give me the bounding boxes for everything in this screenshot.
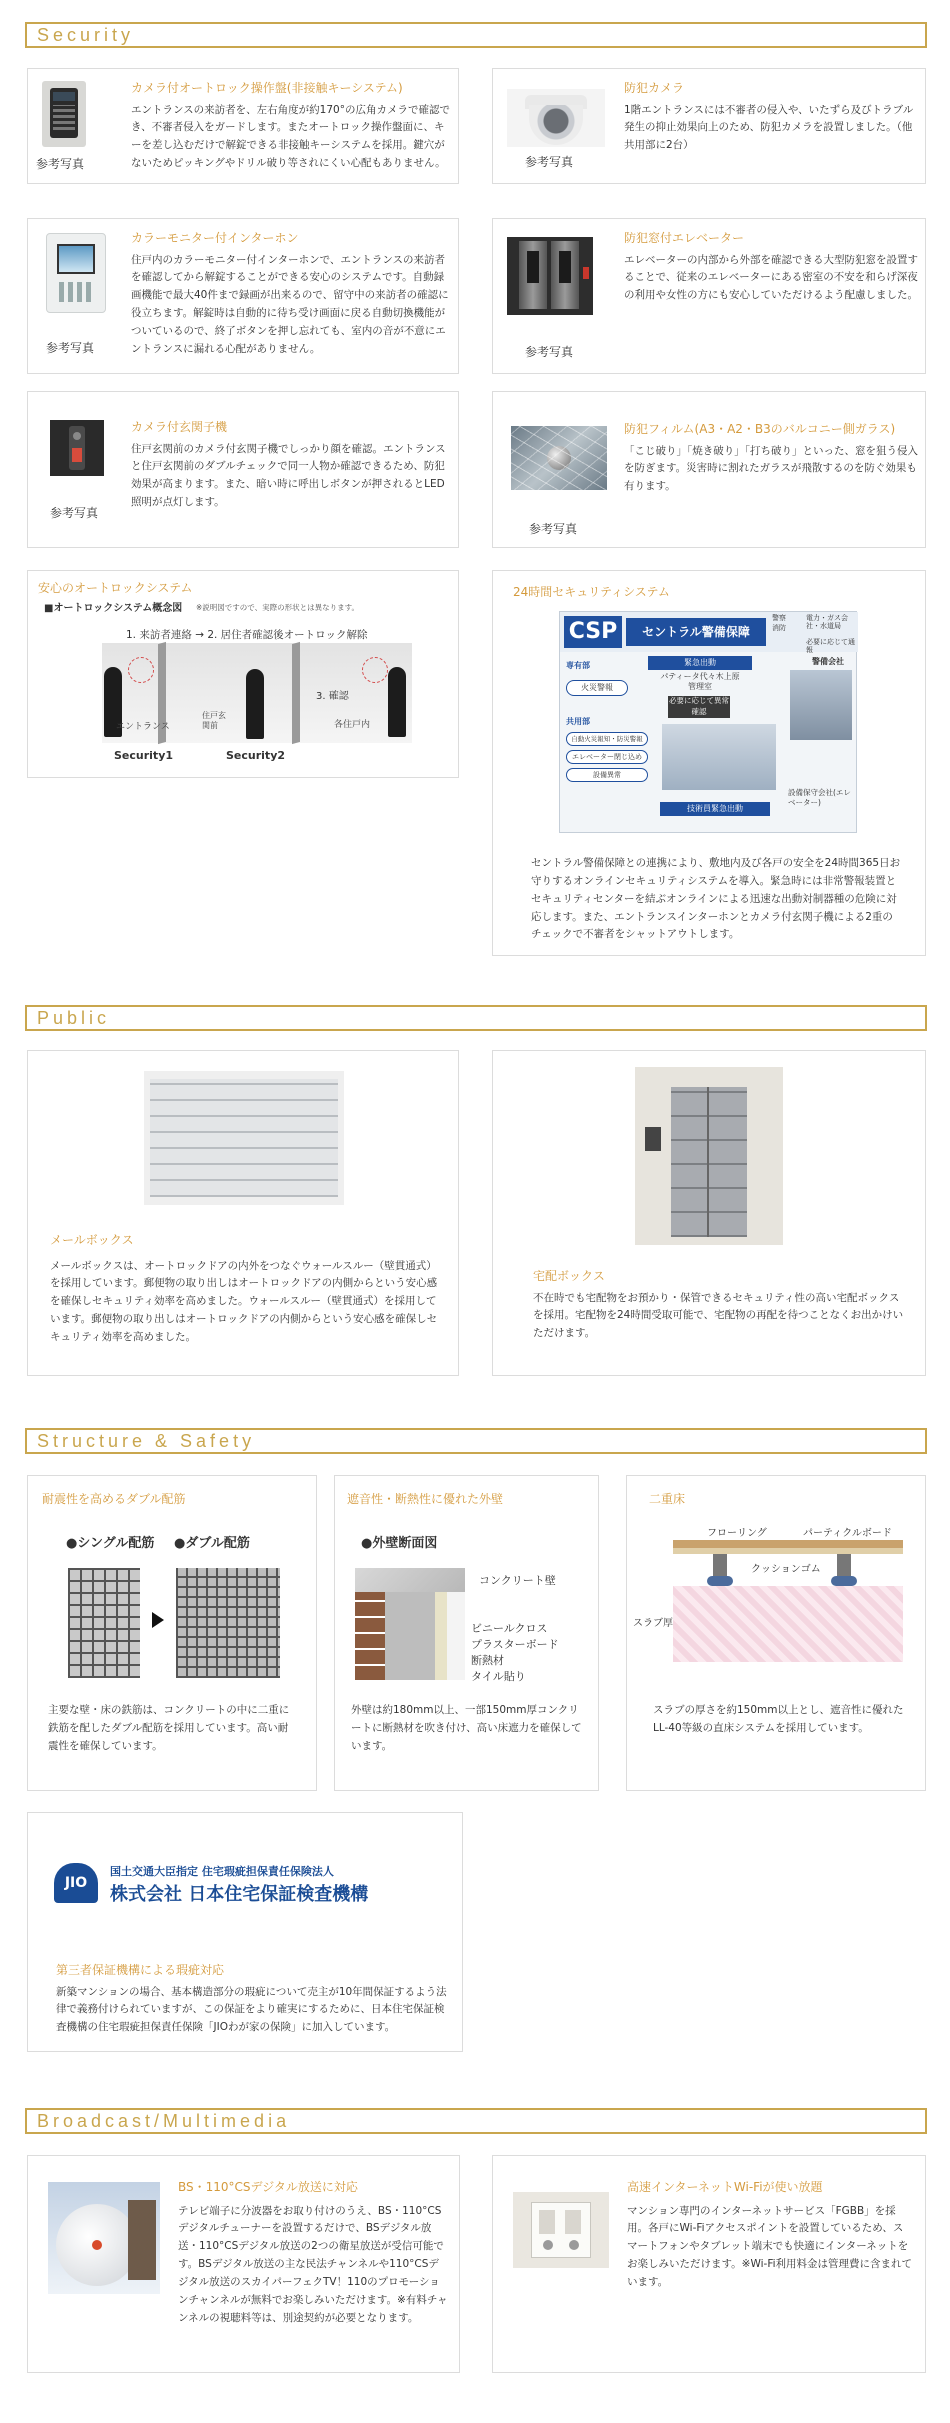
autolock-body: エントランスの来訪者を、左右角度が約170°の広角カメラで確認でき、不審者侵入をガードします。またオートロック操作盤面に、キーを差し込むだけで解錠できる非接触キーシステムを採用。鍵穴がないためピッキングやドリル破り等されにくい心配もありません。 [131,103,450,170]
autolock-system-title: 安心のオートロックシステム [38,581,193,595]
card-csp [492,570,926,956]
double-floor-body: スラブの厚さを約150mm以上とし、遮音性に優れたLL-40等級の直床システムを採用しています。 [653,1704,904,1734]
csp-company: セントラル警備保障 [626,618,766,646]
bs-body: テレビ端子に分波器をお取り付けのうえ、BS・110°CSデジタルチューナーを設置するだけで、BSデジタル放送・110°CSデジタル放送の2つの衛星放送が受信可能です。BSデジタル放送の主な民法チャンネルや110°CSデジタル放送のスカイパーフェクTV！110のプロモーションチャンネルが無料でお楽しみいただけます。※有料チャンネルの視聴料等は、別途契約が必要となります。 [178,2204,448,2324]
label-flooring: フローリング [707,1528,767,1539]
mailbox-title: メールボックス [50,1233,134,1247]
label-entrance: エントランス [116,722,170,732]
csp-fire: 火災警報 [566,680,628,696]
doorbell-photo [50,420,104,476]
double-rebar-body: 主要な壁・床の鉄筋は、コンクリートの中に二重に鉄筋を配したダブル配筋を採用しています。高い耐震性を確保しています。 [48,1704,290,1752]
card-wifi [492,2155,926,2373]
intercom-title: カラーモニター付インターホン [131,231,299,245]
label-room: 各住戸内 [334,720,371,730]
single-rebar-diagram [68,1568,140,1678]
resident-indoor-figure-icon [388,667,406,737]
outer-wall-body: 外壁は約180mm以上、一部150mm厚コンクリートに断熱材を吹き付け、高い床遮力を確保しています。 [351,1704,582,1752]
card-camera [492,68,926,184]
csp-diagram [559,611,857,833]
satellite-dish-photo [48,2182,160,2294]
bs-title: BS・110°CSデジタル放送に対応 [178,2180,358,2194]
card-mailbox [27,1050,459,1376]
photo-caption: 参考写真 [529,522,578,536]
jio-body: 新築マンションの場合、基本構造部分の瑕疵について売主が10年間保証するよう法律で義務付けられていますが、この保証をより確実にするために、日本住宅保証検査機構の住宅瑕疵担保責任保険「JIOわが家の保険」に加入しています。 [56,1985,447,2034]
card-elevator [492,218,926,374]
door-panel-2 [292,642,300,744]
photo-caption: 参考写真 [36,157,85,171]
label-slab: スラブ厚 [633,1618,673,1629]
csp-logo: CSP [564,616,622,648]
intercom-photo [46,233,106,313]
card-bs [27,2155,460,2373]
label-particle: パーティクルボード [803,1528,892,1539]
label-security1: Security1 [114,749,174,762]
resident-figure-icon [246,669,264,739]
outer-wall-diagram [355,1568,465,1680]
card-double-rebar [27,1475,317,1791]
label-security2: Security2 [226,749,286,762]
autolock-title: カメラ付オートロック操作盤(非接触キーシステム) [131,81,403,95]
particle-layer [673,1548,903,1554]
csp-title: 24時間セキュリティシステム [513,585,670,599]
monitor-zoom-icon [362,657,388,683]
double-rebar-diagram [176,1568,280,1678]
csp-private: 専有部 [566,661,590,670]
label-cushion: クッションゴム [751,1564,821,1575]
elevator-photo [507,237,593,315]
elevator-body: エレベーターの内部から外部を確認できる大型防犯窓を設置することで、従来のエレベーターにある密室の不安を和らげ深夜の利用や女性の方にも安心していただけるよう配慮しました。 [624,253,918,302]
elevator-title: 防犯窓付エレベーター [624,231,745,245]
csp-body: セントラル警備保障との連携により、敷地内及び各戸の安全を24時間365日お守りするオンラインセキュリティシステムを導入。緊急時には非常警報装置とセキュリティセンターを結ぶオンラインによる迅速な出動対制器種の危険に対応します。また、エントランスインターホンとカメラ付玄関子機による2重のチェックで不審者をシャットアウトします。 [531,857,901,941]
csp-emergency: 緊急出動 [648,656,752,670]
photo-caption: 参考写真 [525,345,574,359]
delivery-body: 不在時でも宅配物をお預かり・保管できるセキュリティ性の高い宅配ボックスを採用。宅配物を24時間受取可能で、宅配物の再配を待つことなくお出かけいただけます。 [533,1291,904,1340]
jio-line1: 国土交通大臣指定 住宅瑕疵担保責任保険法人 [110,1865,334,1878]
outer-wall-diagram-label: ●外壁断面図 [361,1536,438,1551]
mailbox-body: メールボックスは、オートロックドアの内外をつなぐウォールスルー（壁貫通式）を採用しています。郵便物の取り出しはオートロックドアの内側からという安心感を確保しセキュリティ効率を高めました。ウォールスルー（壁貫通式）を採用しています。郵便物の取り出しはオートロックドアの内側からという安心感を確保しセキュリティ効率を高めました。 [50,1259,438,1343]
film-photo [511,426,607,490]
film-title: 防犯フィルム(A3・A2・B3のバルコニー側ガラス) [624,422,896,436]
double-rebar-label: ●ダブル配筋 [174,1536,250,1551]
autolock-steps: 1. 来訪者連絡 → 2. 居住者確認後オートロック解除 [126,629,368,641]
label-concrete: コンクリート壁 [479,1574,556,1587]
card-outer-wall [334,1475,599,1791]
card-film [492,391,926,548]
csp-center-photo [790,670,852,740]
section-title-structure: Structure & Safety [25,1428,927,1454]
slab-layer [673,1586,903,1662]
film-body: 「こじ破り」「焼き破り」「打ち破り」といった、窓を狙う侵入を防ぎます。災害時に割れたガラスが飛散するのを防ぐ効果も有ります。 [624,444,918,493]
camera-body: 1階エントランスには不審者の侵入や、いたずら及びトラブル発生の抑止効果向上のため、防犯カメラを設置しました。（他共用部に2台） [624,103,914,152]
photo-caption: 参考写真 [525,155,574,169]
arrow-right-icon [152,1612,164,1628]
label-plaster: プラスターボード [471,1638,559,1651]
mailbox-photo [144,1071,344,1205]
csp-building-photo [662,724,776,790]
autolock-concept-label: ■オートロックシステム概念図 [44,603,183,614]
csp-tech: 技術員緊急出動 [660,802,770,816]
csp-firedept: 消防 [772,624,786,632]
csp-security-co: 警備会社 [812,657,844,666]
jio-line2: 株式会社 日本住宅保証検査機構 [110,1884,369,1905]
csp-alert: 必要に応じて異常確認 [668,696,730,718]
doorbell-title: カメラ付玄関子機 [131,420,228,434]
card-autolock [27,68,459,184]
autolock-note: ※説明図ですので、実際の形状とは異なります。 [196,603,360,612]
delivery-box-photo [635,1067,783,1245]
single-rebar-label: ●シングル配筋 [66,1536,155,1551]
section-title-broadcast: Broadcast/Multimedia [25,2108,927,2134]
card-jio [27,1812,463,2052]
wifi-outlet-photo [513,2192,609,2268]
csp-shared: 共用部 [566,717,590,726]
cushion-1 [707,1576,733,1586]
csp-notify: 必要に応じて通報 [806,638,855,655]
doorbell-body: 住戸玄関前のカメラ付玄関子機でしっかり顔を確認。エントランスと住戸玄関前のダブルチェックで同一人物か確認できるため、防犯効果が高まります。また、暗い時に呼出しボタンが押されるとLED照明が点灯します。 [131,442,446,509]
section-title-security: Security [25,22,927,48]
intercom-body: 住戸内のカラーモニター付インターホンで、エントランスの来訪者を確認してから解錠することができる安心のシステムです。自動録画機能で最大40件まで録画が出来るので、留守中の来訪者の確認に役立ちます。解錠時は自動的に待ち受け画面に戻る自動切換機能がついているので、終了ボタンを押し忘れても、室内の音が不意にエントランスに漏れる心配がありません。 [131,253,449,355]
csp-elevator-trouble: エレベーター閉じ込め [566,750,648,764]
csp-maintenance: 設備保守会社(エレベーター) [788,788,851,807]
jio-title: 第三者保証機構による瑕疵対応 [56,1963,225,1977]
autolock-panel-photo [42,81,86,147]
card-delivery [492,1050,926,1376]
double-rebar-title: 耐震性を高めるダブル配筋 [42,1492,186,1506]
photo-caption: 参考写真 [46,341,95,355]
outer-wall-title: 遮音性・断熱性に優れた外壁 [347,1492,504,1506]
card-doorbell [27,391,459,548]
cushion-2 [831,1576,857,1586]
card-autolock-system [27,570,459,778]
label-vinyl: ビニールクロス [471,1622,548,1635]
autolock-step3: 3. 確認 [316,691,349,702]
wifi-body: マンション専門のインターネットサービス「FGBB」を採用。各戸にWi-Fiアクセスポイントを設置しているため、スマートフォンやタブレット端末でも快適にインターネットをお楽しみいただけます。※Wi-Fi利用料金は管理費に含まれています。 [627,2204,913,2288]
double-floor-title: 二重床 [649,1492,686,1506]
security-camera-photo [507,89,605,147]
label-door: 住戸玄関前 [202,711,226,731]
card-intercom [27,218,459,374]
csp-equipment: 設備異常 [566,768,648,782]
csp-police: 警察 [772,614,786,622]
csp-automation: 自動火災報知・防災警報 [566,732,648,746]
panel-zoom-icon [128,657,154,683]
delivery-title: 宅配ボックス [533,1269,605,1283]
photo-caption: 参考写真 [50,506,99,520]
csp-manager: パティータ代々木上原管理室 [660,672,740,692]
label-insulation: 断熱材 [471,1654,504,1667]
jio-logo: JIO [54,1863,98,1903]
label-tile: タイル貼り [471,1670,526,1683]
csp-utilities: 電力・ガス会社・水道局 [806,614,848,631]
card-double-floor [626,1475,926,1791]
camera-title: 防犯カメラ [624,81,685,95]
wifi-title: 高速インターネットWi-Fiが使い放題 [627,2180,823,2194]
section-title-public: Public [25,1005,927,1031]
